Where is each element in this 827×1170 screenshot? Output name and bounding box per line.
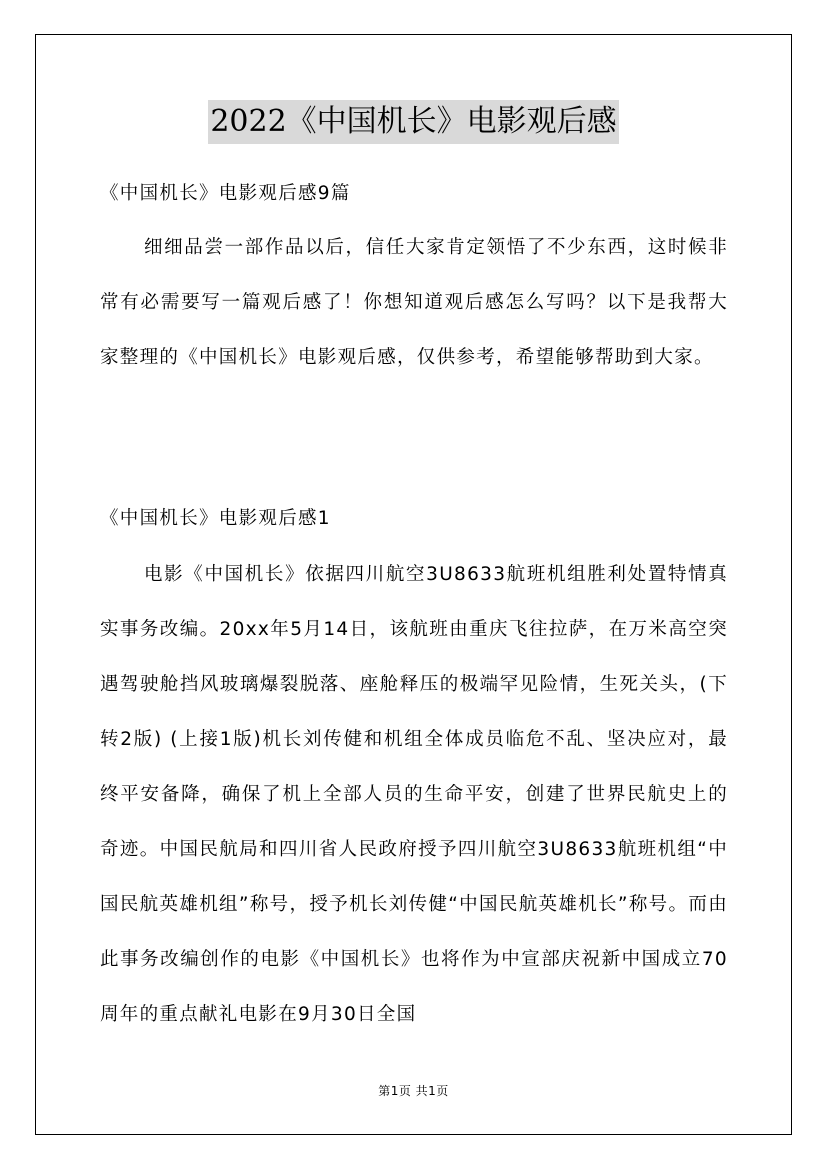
section-heading: 《中国机长》电影观后感1 [100, 508, 331, 529]
intro-paragraph: 细细品尝一部作品以后，信任大家肯定领悟了不少东西，这时候非常有必需要写一篇观后感了！你想知道观后感怎么写吗？以下是我帮大家整理的《中国机长》电影观后感，仅供参考，希望能够帮助到大家。 [100, 237, 728, 368]
section-paragraph [100, 547, 728, 1042]
title-container [0, 100, 827, 144]
section-paragraph-text: 电影《中国机长》依据四川航空3U8633航班机组胜利处置特情真实事务改编。20xx年5月14日，该航班由重庆飞往拉萨，在万米高空突遇驾驶舱挡风玻璃爆裂脱落、座舱释压的极端罕见险情，生死关头，(下转2版) (上接1版)机长刘传健和机组全体成员临危不乱、坚决应对，最终平安备降，确保了机上全部人员的生命平安，创建了世界民航史上的奇迹。中国民航局和四川省人民政府授予四川航空3U8633航班机组“中国民航英雄机组”称号，授予机长刘传健“中国民航英雄机长”称号。而由此事务改编创作的电影《中国机长》也将作为中宣部庆祝新中国成立70周年的重点献礼电影在9月30日全国 [100, 564, 728, 1025]
document-subtitle: 《中国机长》电影观后感9篇 [100, 183, 351, 204]
page-footer: 第1页 共1页 [378, 1084, 449, 1098]
document-title: 2022《中国机长》电影观后感 [208, 100, 618, 144]
